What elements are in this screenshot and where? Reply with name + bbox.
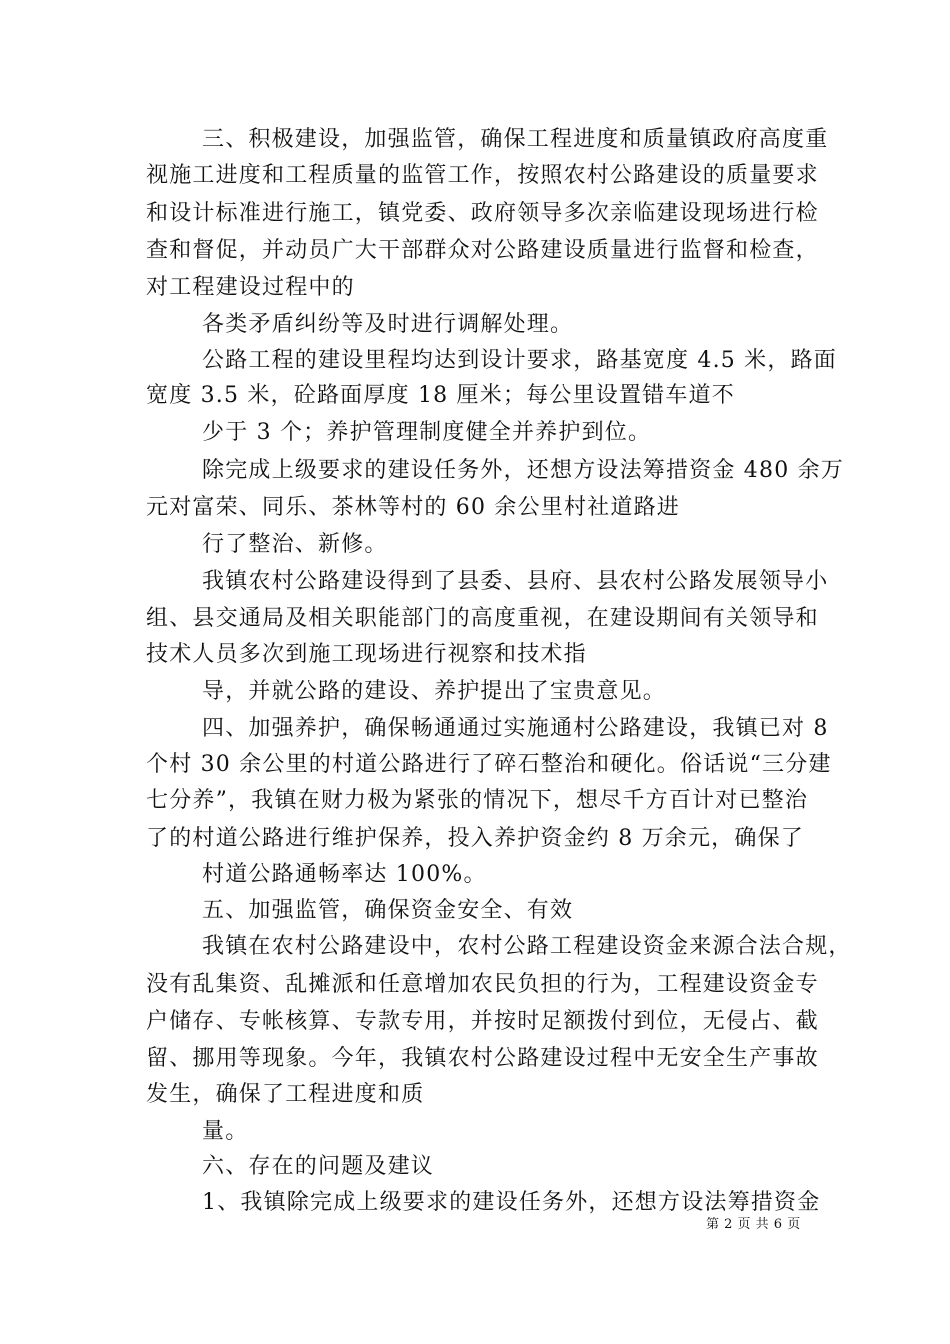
text-line: 组、县交通局及相关职能部门的高度重视，在建设期间有关领导和 [146,606,819,631]
text-line: 三、积极建设，加强监管，确保工程进度和质量镇政府高度重 [202,127,829,152]
text-line: 四、加强养护，确保畅通通过实施通村公路建设，我镇已对 8 [202,716,829,741]
text-line: 发生，确保了工程进度和质 [146,1082,425,1107]
text-line: 除完成上级要求的建设任务外，还想方设法筹措资金 480 余万 [202,458,844,483]
text-line: 元对富荣、同乐、茶林等村的 60 余公里村社道路进 [146,495,680,520]
text-line: 个村 30 余公里的村道公路进行了碎石整治和硬化。俗话说“三分建 [146,752,832,777]
text-line: 没有乱集资、乱摊派和任意增加农民负担的行为，工程建设资金专 [146,972,819,997]
text-line: 导，并就公路的建设、养护提出了宝贵意见。 [202,679,667,704]
text-line: 和设计标准进行施工，镇党委、政府领导多次亲临建设现场进行检 [146,201,819,226]
text-line: 了的村道公路进行维护保养，投入养护资金约 8 万余元，确保了 [146,826,804,851]
text-line: 六、存在的问题及建议 [202,1154,435,1179]
text-line: 我镇农村公路建设得到了县委、县府、县农村公路发展领导小 [202,569,829,594]
text-line: 五、加强监管，确保资金安全、有效 [202,898,574,923]
text-line: 村道公路通畅率达 100%。 [202,862,487,887]
text-line: 视施工进度和工程质量的监管工作，按照农村公路建设的质量要求 [146,163,819,188]
text-line: 量。 [202,1119,249,1144]
page-number: 第 2 页 共 6 页 [706,1217,801,1232]
text-line: 对工程建设过程中的 [146,275,355,300]
text-line: 查和督促，并动员广大干部群众对公路建设质量进行监督和检查， [146,238,819,263]
text-line: 各类矛盾纠纷等及时进行调解处理。 [202,312,574,337]
text-line: 我镇在农村公路建设中，农村公路工程建设资金来源合法合规， [202,934,852,959]
text-line: 少于 3 个；养护管理制度健全并养护到位。 [202,420,652,445]
text-line: 1、我镇除完成上级要求的建设任务外，还想方设法筹措资金 [202,1190,821,1215]
text-line: 七分养”，我镇在财力极为紧张的情况下，想尽千方百计对已整治 [146,788,809,813]
text-line: 留、挪用等现象。今年，我镇农村公路建设过程中无安全生产事故 [146,1046,819,1071]
text-line: 行了整治、新修。 [202,532,388,557]
text-line: 公路工程的建设里程均达到设计要求，路基宽度 4.5 米，路面 [202,348,837,373]
text-line: 技术人员多次到施工现场进行视察和技术指 [146,642,587,667]
text-line: 宽度 3.5 米，砼路面厚度 18 厘米；每公里设置错车道不 [146,383,735,408]
text-line: 户储存、专帐核算、专款专用，并按时足额拨付到位，无侵占、截 [146,1009,819,1034]
